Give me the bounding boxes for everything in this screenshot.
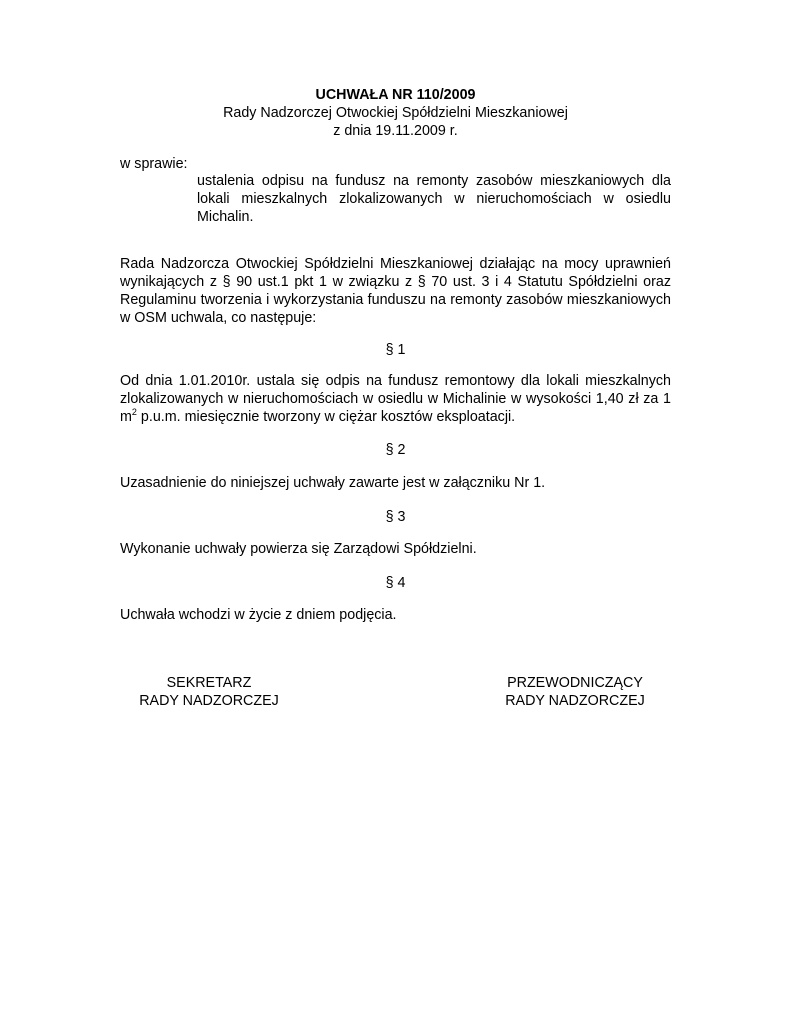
section-3-text: Wykonanie uchwały powierza się Zarządowi Spółdzielni. [120,541,477,557]
signature-secretary-role: SEKRETARZ [166,675,252,691]
signature-chairman [488,674,662,710]
section-3-mark: § 3 [385,509,406,525]
subject-text: ustalenia odpisu na fundusz na remonty zasobów mieszkaniowych dla lokali mieszkalnych zlokalizowanych w nieruchomościach w osiedlu Michalin. [197,173,671,225]
section-2-mark: § 2 [385,442,406,458]
section-1-text-before: Od dnia 1.01.2010r. ustala się odpis na fundusz remontowy dla lokali mieszkalnych zlokalizowanych w nieruchomościach w osiedlu w Michalinie w wysokości 1,40 zł za 1 m [120,373,671,425]
section-1-text [120,372,671,426]
signature-chairman-role: PRZEWODNICZĄCY [507,675,643,691]
resolution-header [120,86,671,140]
resolution-date: z dnia 19.11.2009 r. [333,123,458,139]
section-2-text: Uzasadnienie do niniejszej uchwały zawarte jest w załączniku Nr 1. [120,475,546,491]
section-4-text: Uchwała wchodzi w życie z dniem podjęcia. [120,607,397,623]
section-4-mark: § 4 [385,575,406,591]
resolution-title: UCHWAŁA NR 110/2009 [315,87,476,103]
superscript-2: 2 [131,407,137,417]
signature-secretary-body: RADY NADZORCZEJ [139,693,279,709]
subject-label: w sprawie: [120,156,188,172]
signature-chairman-body: RADY NADZORCZEJ [505,693,645,709]
intro-paragraph: Rada Nadzorcza Otwockiej Spółdzielni Mieszkaniowej działając na mocy uprawnień wynikających z § 90 ust.1 pkt 1 w związku z § 70 ust. 3 i 4 Statutu Spółdzielni oraz Regulaminu tworzenia i wykorzystania funduszu na remonty zasobów mieszkaniowych w OSM uchwala, co następuje: [120,256,671,326]
section-1-text-after: p.u.m. miesięcznie tworzony w ciężar kosztów eksploatacji. [136,409,516,425]
signature-secretary [120,674,298,710]
section-1-mark: § 1 [385,342,406,358]
issuing-body: Rady Nadzorczej Otwockiej Spółdzielni Mieszkaniowej [223,105,568,121]
